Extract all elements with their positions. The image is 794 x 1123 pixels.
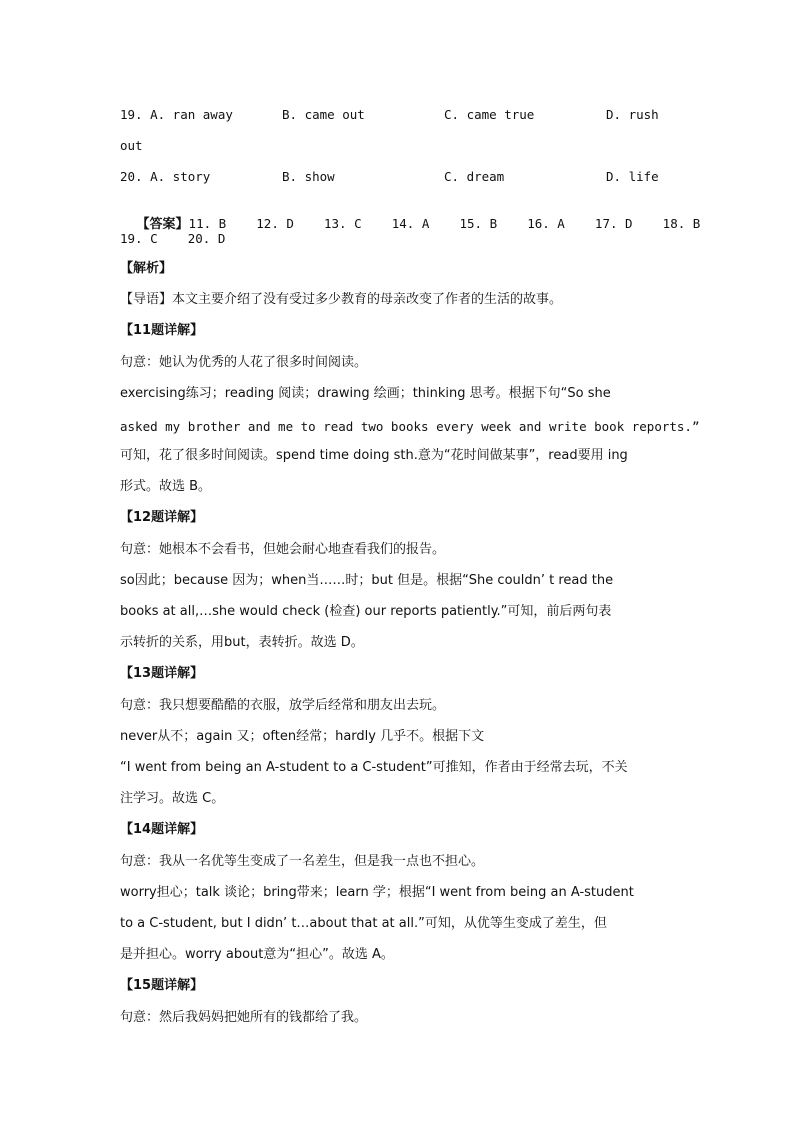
section-12-line: so因此；because 因为；when当……时；but 但是。根据“She couldn’ t read the <box>120 573 614 588</box>
section-11-line: 形式。故选 B。 <box>120 479 212 494</box>
section-14-line: 是并担心。worry about意为“担心”。故选 A。 <box>120 947 394 962</box>
section-13-line: 注学习。故选 C。 <box>120 791 225 806</box>
q19-option-a: 19. A. ran away <box>120 107 233 122</box>
section-15-heading: 【15题详解】 <box>120 978 204 993</box>
section-13-heading: 【13题详解】 <box>120 666 204 681</box>
answers-values-1: 11. B 12. D 13. C 14. A 15. B 16. A 17. D 18. B <box>188 216 701 231</box>
answers-label: 【答案】 <box>136 217 189 232</box>
section-14-line: worry担心；talk 谈论；bring带来；learn 学；根据“I went from being an A-student <box>120 885 634 900</box>
section-11-line: exercising练习；reading 阅读；drawing 绘画；thinking 思考。根据下句“So she <box>120 386 611 401</box>
section-13-line: 句意：我只想要酷酷的衣服，放学后经常和朋友出去玩。 <box>120 698 446 713</box>
section-11-line: 可知，花了很多时间阅读。spend time doing sth.意为“花时间做某事”，read要用 ing <box>120 448 628 463</box>
section-11-heading: 【11题详解】 <box>120 323 204 338</box>
q20-option-b: B. show <box>282 169 335 184</box>
section-12-line: books at all,…she would check (检查) our reports patiently.”可知，前后两句表 <box>120 604 612 619</box>
q20-option-c: C. dream <box>444 169 505 184</box>
section-13-line: never从不；again 又；often经常；hardly 几乎不。根据下文 <box>120 729 485 744</box>
answers-line-2: 19. C 20. D <box>120 231 226 246</box>
section-15-line: 句意：然后我妈妈把她所有的钱都给了我。 <box>120 1010 368 1025</box>
q19-option-c: C. came true <box>444 107 535 122</box>
analysis-title: 【解析】 <box>120 261 173 276</box>
intro-text: 【导语】本文主要介绍了没有受过多少教育的母亲改变了作者的生活的故事。 <box>120 292 563 307</box>
section-14-line: 句意：我从一名优等生变成了一名差生，但是我一点也不担心。 <box>120 854 485 869</box>
section-12-line: 句意：她根本不会看书，但她会耐心地查看我们的报告。 <box>120 542 446 557</box>
q20-option-a: 20. A. story <box>120 169 211 184</box>
section-11-line: 句意：她认为优秀的人花了很多时间阅读。 <box>120 355 368 370</box>
q20-option-d: D. life <box>606 169 659 184</box>
section-11-line: asked my brother and me to read two books every week and write book reports.” <box>120 419 700 434</box>
q19-option-b: B. came out <box>282 107 365 122</box>
section-12-heading: 【12题详解】 <box>120 510 204 525</box>
q19-option-d: D. rush <box>606 107 659 122</box>
q19-option-d-wrap: out <box>120 138 143 153</box>
section-13-line: “I went from being an A-student to a C-student”可推知，作者由于经常去玩，不关 <box>120 760 628 775</box>
section-14-line: to a C-student, but I didn’ t…about that at all.”可知，从优等生变成了差生，但 <box>120 916 607 931</box>
section-14-heading: 【14题详解】 <box>120 822 204 837</box>
section-12-line: 示转折的关系，用but，表转折。故选 D。 <box>120 635 364 650</box>
